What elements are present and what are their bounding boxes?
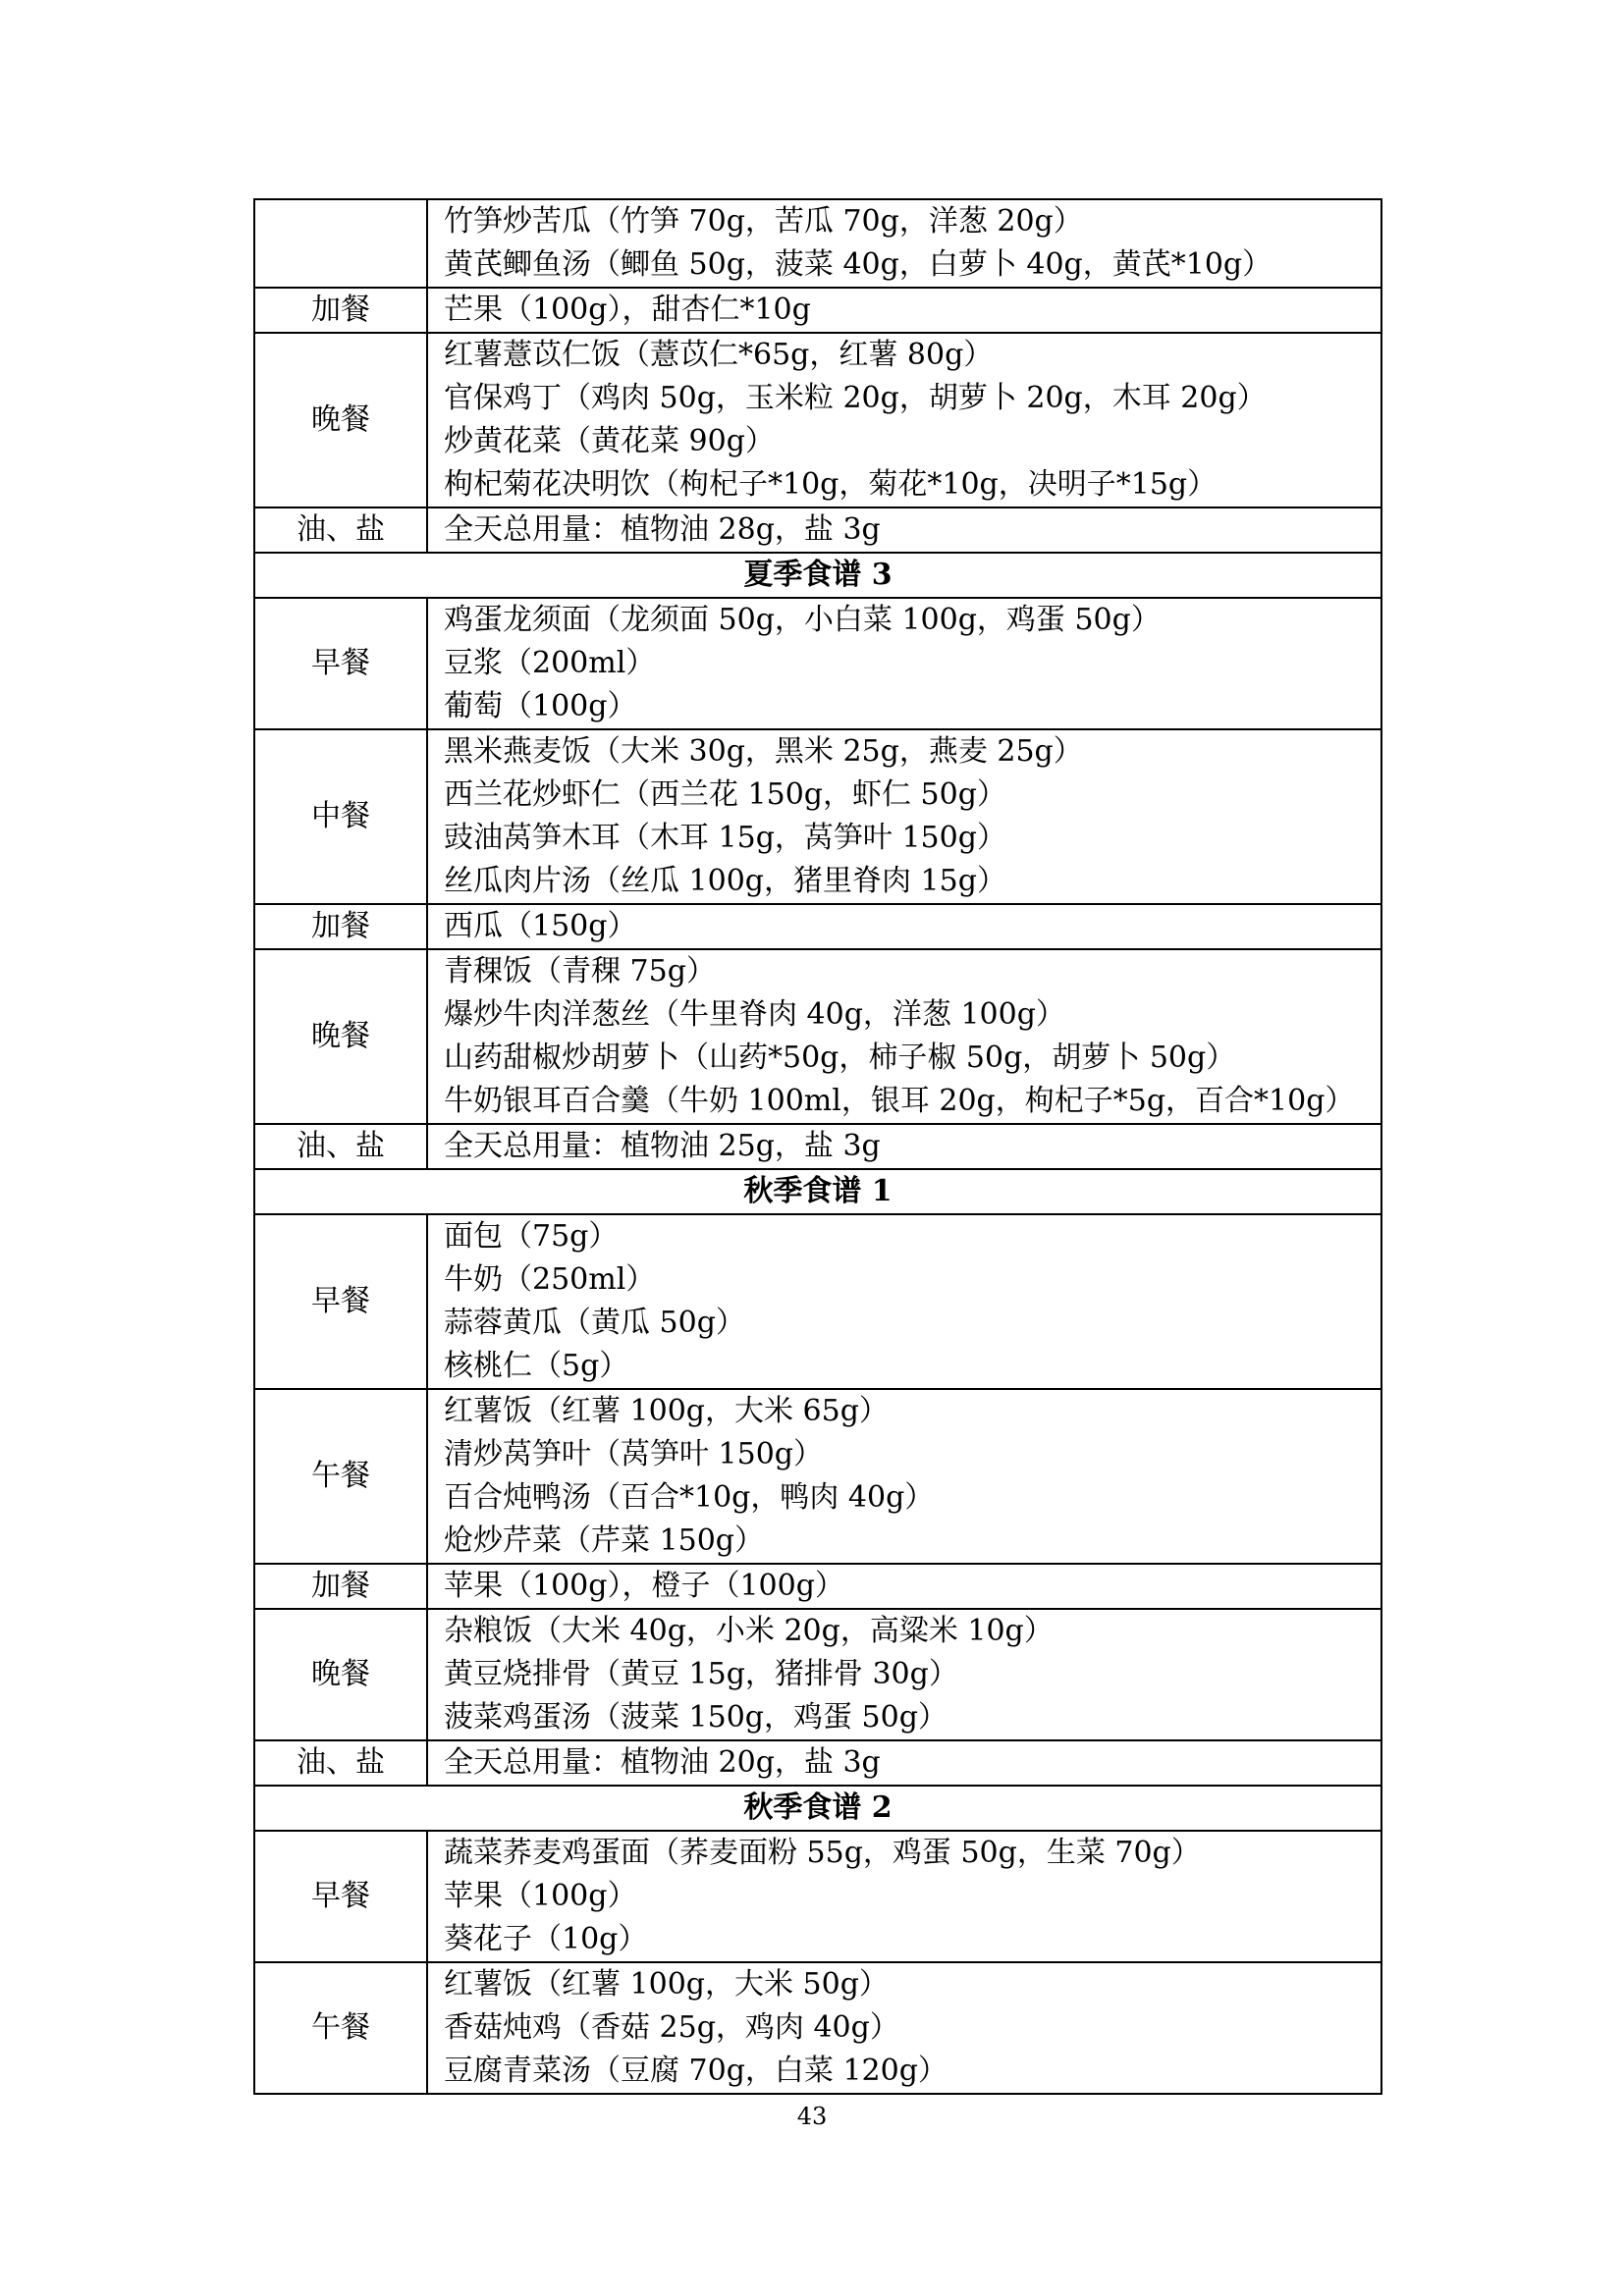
dish-line: 枸杞菊花决明饮（枸杞子*10g，菊花*10g，决明子*15g） [444, 467, 1218, 502]
dish-line: 苹果（100g），橙子（100g） [444, 1569, 844, 1603]
meal-items [427, 1124, 1381, 1169]
dish-line: 杂粮饭（大米 40g，小米 20g，高粱米 10g） [444, 1614, 1054, 1648]
dish-line: 山药甜椒炒胡萝卜（山药*50g，柿子椒 50g，胡萝卜 50g） [444, 1041, 1236, 1075]
meal-label: 早餐 [254, 1214, 427, 1389]
meal-items [427, 598, 1381, 729]
meal-label [254, 199, 427, 288]
dish-line: 鸡蛋龙须面（龙须面 50g，小白菜 100g，鸡蛋 50g） [444, 603, 1161, 637]
season-header-row [254, 1786, 1381, 1831]
meal-row [254, 904, 1381, 949]
dish-line: 面包（75g） [444, 1219, 619, 1254]
meal-row [254, 199, 1381, 288]
meal-items [427, 333, 1381, 507]
menu-table [253, 198, 1382, 2095]
meal-label: 加餐 [254, 904, 427, 949]
meal-row [254, 1564, 1381, 1609]
meal-items [427, 1389, 1381, 1564]
meal-row [254, 729, 1381, 904]
dish-line: 红薯饭（红薯 100g，大米 65g） [444, 1394, 889, 1428]
dish-line: 官保鸡丁（鸡肉 50g，玉米粒 20g，胡萝卜 20g，木耳 20g） [444, 381, 1267, 415]
meal-row [254, 1831, 1381, 1962]
dish-line: 菠菜鸡蛋汤（菠菜 150g，鸡蛋 50g） [444, 1700, 947, 1735]
meal-label: 早餐 [254, 598, 427, 729]
meal-row [254, 1740, 1381, 1786]
meal-row [254, 507, 1381, 553]
meal-items [427, 1564, 1381, 1609]
dish-line: 全天总用量：植物油 25g，盐 3g [444, 1129, 881, 1163]
season-header-row [254, 553, 1381, 598]
dish-line: 炒黄花菜（黄花菜 90g） [444, 424, 775, 458]
dish-line: 红薯饭（红薯 100g，大米 50g） [444, 1967, 889, 2002]
meal-items [427, 507, 1381, 553]
dish-line: 葵花子（10g） [444, 1922, 648, 1956]
dish-line: 丝瓜肉片汤（丝瓜 100g，猪里脊肉 15g） [444, 864, 1006, 898]
dish-line: 豉油莴笋木耳（木耳 15g，莴笋叶 150g） [444, 821, 1006, 855]
menu-table-body [254, 199, 1381, 2094]
meal-items [427, 1962, 1381, 2094]
dish-line: 牛奶银耳百合羹（牛奶 100ml，银耳 20g，枸杞子*5g，百合*10g） [444, 1084, 1355, 1118]
dish-line: 百合炖鸭汤（百合*10g，鸭肉 40g） [444, 1480, 935, 1515]
dish-line: 芒果（100g），甜杏仁*10g [444, 293, 811, 327]
season-title: 秋季食谱 2 [254, 1786, 1381, 1831]
meal-items [427, 1214, 1381, 1389]
meal-row [254, 1609, 1381, 1740]
meal-row [254, 598, 1381, 729]
meal-label: 中餐 [254, 729, 427, 904]
season-title: 秋季食谱 1 [254, 1169, 1381, 1214]
dish-line: 红薯薏苡仁饭（薏苡仁*65g，红薯 80g） [444, 338, 994, 372]
meal-label: 午餐 [254, 1389, 427, 1564]
dish-line: 黄芪鲫鱼汤（鲫鱼 50g，菠菜 40g，白萝卜 40g，黄芪*10g） [444, 247, 1272, 282]
meal-row [254, 1124, 1381, 1169]
dish-line: 苹果（100g） [444, 1879, 637, 1913]
dish-line: 核桃仁（5g） [444, 1349, 629, 1383]
meal-row [254, 333, 1381, 507]
meal-row [254, 1389, 1381, 1564]
meal-label: 午餐 [254, 1962, 427, 2094]
dish-line: 爆炒牛肉洋葱丝（牛里脊肉 40g，洋葱 100g） [444, 997, 1065, 1032]
dish-line: 全天总用量：植物油 28g，盐 3g [444, 512, 881, 547]
dish-line: 葡萄（100g） [444, 689, 637, 723]
meal-label: 晚餐 [254, 949, 427, 1124]
dish-line: 蒜蓉黄瓜（黄瓜 50g） [444, 1306, 745, 1340]
dish-line: 豆腐青菜汤（豆腐 70g，白菜 120g） [444, 2054, 947, 2088]
dish-line: 青稞饭（青稞 75g） [444, 954, 716, 988]
meal-label: 加餐 [254, 288, 427, 333]
meal-items [427, 1740, 1381, 1786]
dish-line: 香菇炖鸡（香菇 25g，鸡肉 40g） [444, 2010, 899, 2045]
meal-label: 油、盐 [254, 1124, 427, 1169]
dish-line: 豆浆（200ml） [444, 646, 656, 680]
season-header-row [254, 1169, 1381, 1214]
meal-items [427, 729, 1381, 904]
meal-label: 油、盐 [254, 1740, 427, 1786]
page-number: 43 [796, 2103, 828, 2130]
meal-row [254, 949, 1381, 1124]
meal-row [254, 288, 1381, 333]
season-title: 夏季食谱 3 [254, 553, 1381, 598]
dish-line: 黑米燕麦饭（大米 30g，黑米 25g，燕麦 25g） [444, 734, 1083, 769]
dish-line: 牛奶（250ml） [444, 1262, 656, 1297]
dish-line: 黄豆烧排骨（黄豆 15g，猪排骨 30g） [444, 1657, 958, 1691]
meal-items [427, 1831, 1381, 1962]
meal-label: 油、盐 [254, 507, 427, 553]
dish-line: 西兰花炒虾仁（西兰花 150g，虾仁 50g） [444, 777, 1006, 812]
dish-line: 蔬菜荞麦鸡蛋面（荞麦面粉 55g，鸡蛋 50g，生菜 70g） [444, 1836, 1201, 1870]
meal-label: 加餐 [254, 1564, 427, 1609]
meal-label: 晚餐 [254, 1609, 427, 1740]
meal-label: 早餐 [254, 1831, 427, 1962]
dish-line: 炝炒芹菜（芹菜 150g） [444, 1523, 765, 1558]
meal-items [427, 199, 1381, 288]
meal-items [427, 949, 1381, 1124]
meal-label: 晚餐 [254, 333, 427, 507]
meal-row [254, 1962, 1381, 2094]
dish-line: 清炒莴笋叶（莴笋叶 150g） [444, 1437, 824, 1471]
dish-line: 竹笋炒苦瓜（竹笋 70g，苦瓜 70g，洋葱 20g） [444, 204, 1083, 239]
meal-row [254, 1214, 1381, 1389]
meal-items [427, 288, 1381, 333]
meal-items [427, 1609, 1381, 1740]
dish-line: 全天总用量：植物油 20g，盐 3g [444, 1745, 881, 1780]
dish-line: 西瓜（150g） [444, 909, 637, 943]
meal-items [427, 904, 1381, 949]
